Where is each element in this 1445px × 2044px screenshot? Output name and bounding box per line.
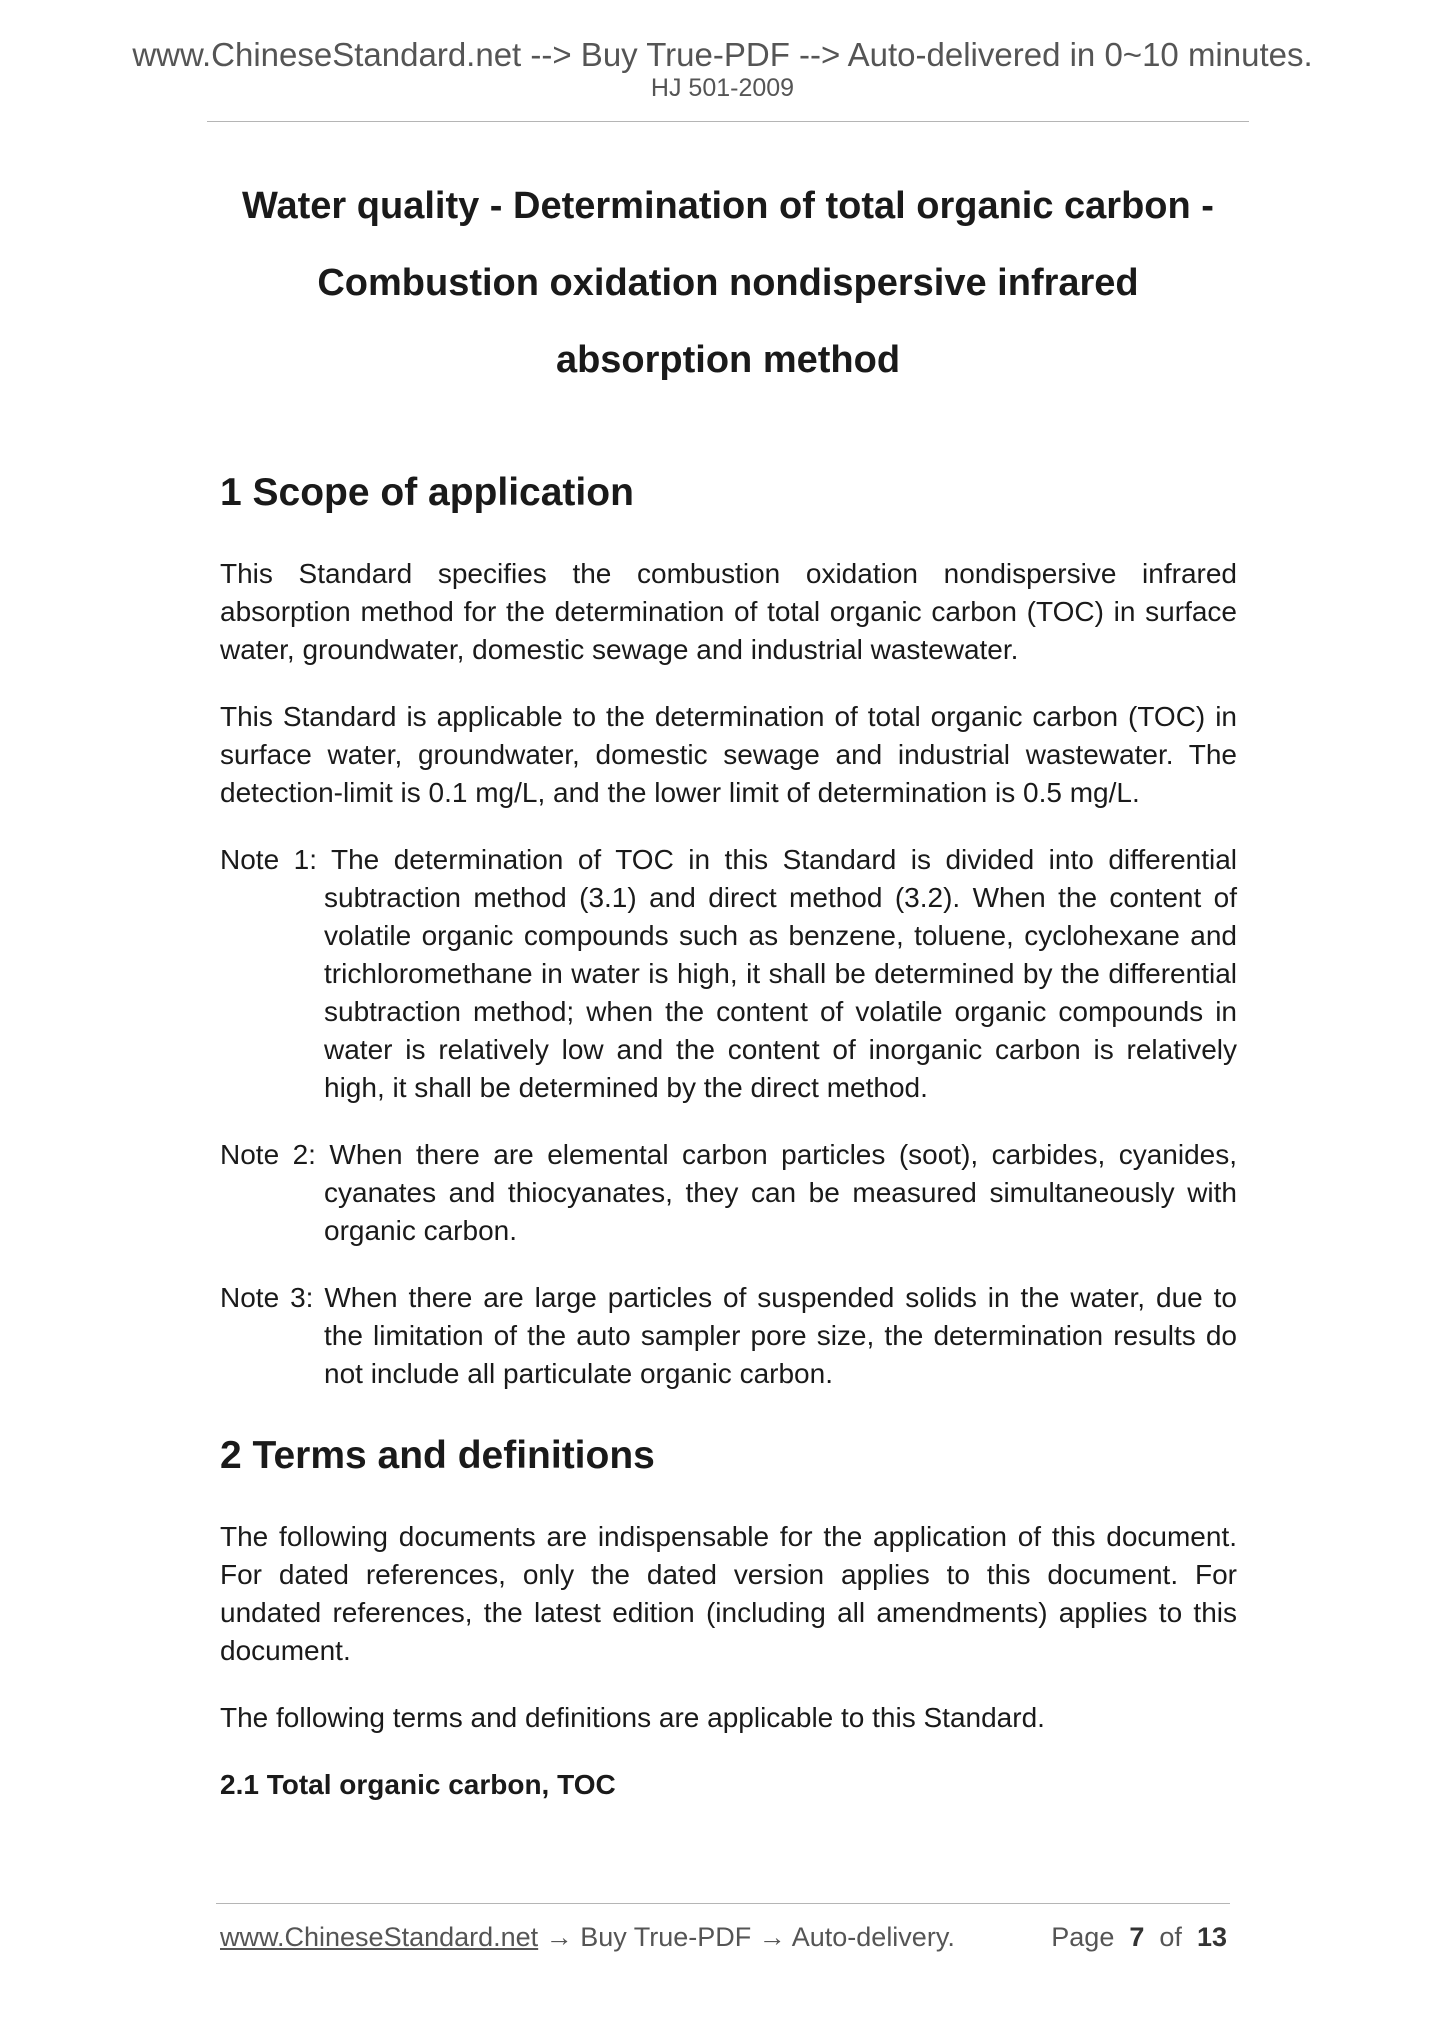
section-heading-terms: 2 Terms and definitions bbox=[220, 1433, 655, 1477]
title-line: absorption method bbox=[555, 339, 901, 381]
paragraph: The following documents are indispensable for the application of this document. For dated references, only the dated version applies to this document. For undated references, the latest edition (including all amendments) applies to this document. bbox=[220, 1520, 1237, 1666]
paragraph: The following terms and definitions are applicable to this Standard. bbox=[220, 1701, 1045, 1733]
standard-number: HJ 501-2009 bbox=[650, 74, 795, 102]
source-banner: www.ChineseStandard.net --> Buy True-PDF --> Auto-delivered in 0~10 minutes. bbox=[132, 36, 1313, 73]
footer-tagline: → Buy True-PDF → Auto-delivery. bbox=[538, 1922, 955, 1952]
paragraph: This Standard specifies the combustion oxidation nondispersive infrared absorption method for the determination of total organic carbon (TOC) in surface water, groundwater, domestic sewage and industrial wastewater. bbox=[220, 557, 1237, 665]
footer-left bbox=[220, 1922, 955, 1953]
subsection-heading: 2.1 Total organic carbon, TOC bbox=[220, 1768, 616, 1800]
title-line: Water quality - Determination of total organic carbon - bbox=[242, 185, 1214, 227]
page-label: Page bbox=[1051, 1922, 1115, 1952]
title-line: Combustion oxidation nondispersive infrared bbox=[317, 262, 1139, 304]
page-total: 13 bbox=[1196, 1922, 1227, 1952]
footer-divider bbox=[216, 1903, 1230, 1904]
paragraph: This Standard is applicable to the determination of total organic carbon (TOC) in surface water, groundwater, domestic sewage and industrial wastewater. The detection-limit is 0.1 mg/L, and the lower limit of determination is 0.5 mg/L. bbox=[220, 700, 1237, 808]
note-3: Note 3: When there are large particles of suspended solids in the water, due to the limitation of the auto sampler pore size, the determination results do not include all particulate organic carbon. bbox=[220, 1281, 1237, 1389]
note-1: Note 1: The determination of TOC in this Standard is divided into differential subtraction method (3.1) and direct method (3.2). When the content of volatile organic compounds such as benzene, toluene, cyclohexane and trichloromethane in water is high, it shall be determined by the differential subtraction method; when the content of volatile organic compounds in water is relatively low and the content of inorganic carbon is relatively high, it shall be determined by the direct method. bbox=[220, 843, 1237, 1103]
page-current: 7 bbox=[1129, 1922, 1145, 1952]
document-title bbox=[207, 168, 1249, 399]
page-of: of bbox=[1159, 1922, 1182, 1952]
header-divider bbox=[207, 121, 1249, 122]
note-2: Note 2: When there are elemental carbon particles (soot), carbides, cyanides, cyanates and thiocyanates, they can be measured simultaneously with organic carbon. bbox=[220, 1138, 1237, 1246]
section-heading-scope: 1 Scope of application bbox=[220, 471, 634, 514]
document-body bbox=[220, 472, 1237, 1804]
page-indicator bbox=[1051, 1922, 1227, 1953]
footer-site-link[interactable]: www.ChineseStandard.net bbox=[220, 1922, 539, 1952]
